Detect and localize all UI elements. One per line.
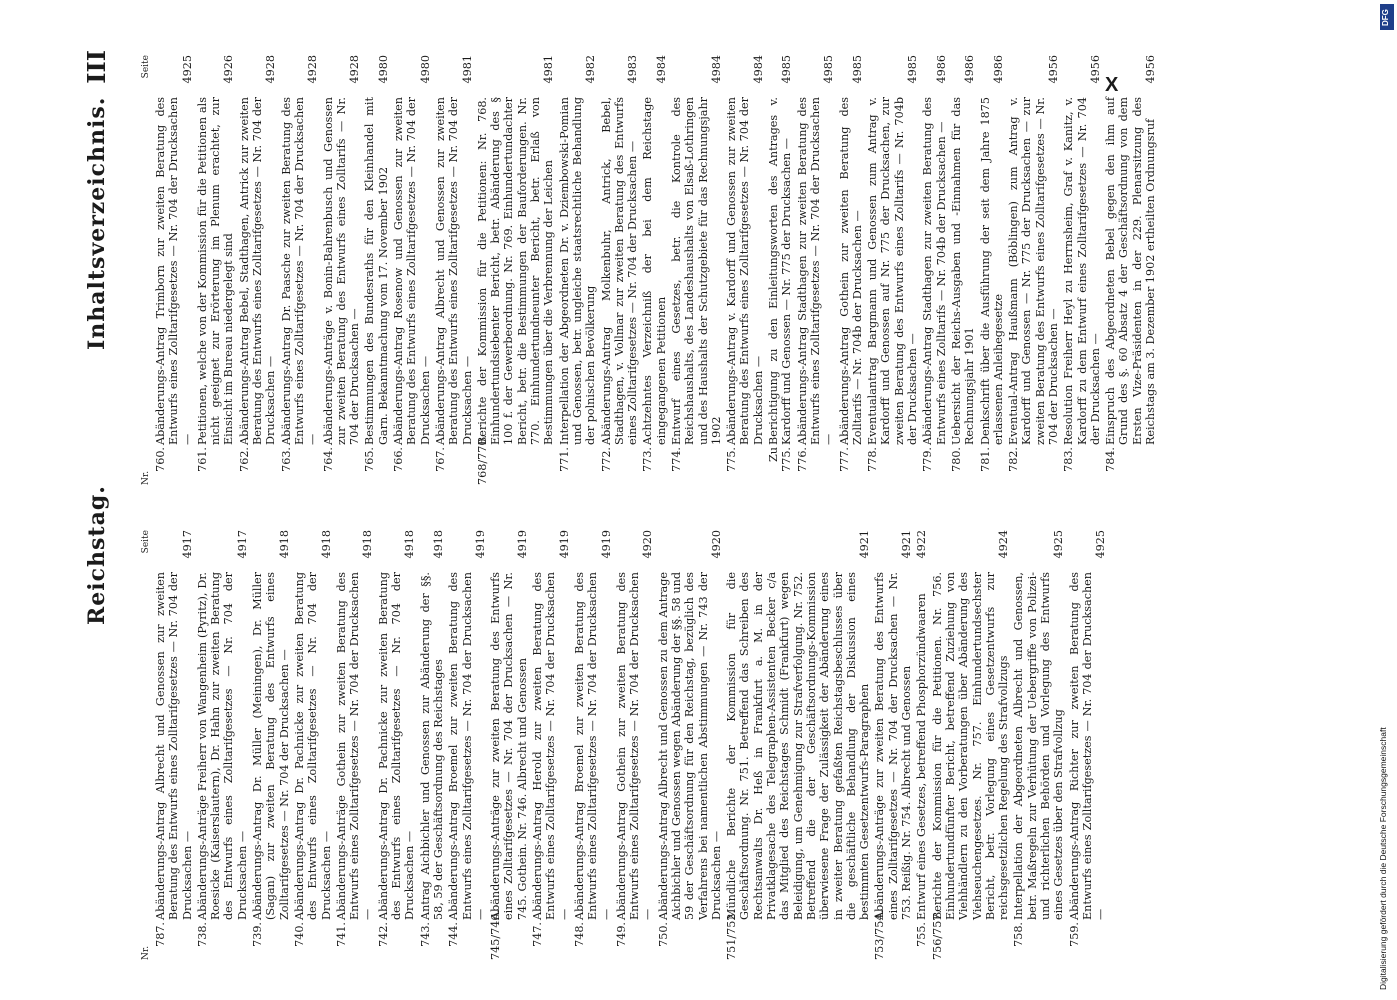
entry-number: 765. (363, 447, 377, 472)
entry-page: 4984 (751, 55, 765, 84)
entry-number: 766. (392, 447, 406, 472)
entry-number: 771. (557, 447, 571, 472)
entry-text: Abänderungs-Antrag Stadthagen zur zweiten Beratung des Entwurfs eines Zolltarifs — Nr. 704b der Drucksachen — (921, 97, 948, 445)
entry-page: 4956 (1088, 55, 1102, 84)
margin-x-mark: X (1105, 74, 1119, 96)
index-entry (322, 55, 362, 485)
index-entry (615, 530, 655, 960)
entry-number: 784. (1104, 447, 1118, 472)
entry-page: 4983 (626, 55, 640, 84)
entry-page: 4984 (654, 55, 668, 84)
entry-text: Abänderungs-Antrag Bebel, Stadthagen, Antrick zur zweiten Beratung des Entwurfs eines Zolltarifgesetzes — Nr. 704 der Drucksachen — (237, 97, 278, 445)
index-entry (447, 530, 487, 960)
entry-page: 4925 (1052, 530, 1066, 559)
entry-number: 763. (279, 447, 293, 472)
index-entry (600, 55, 640, 485)
index-entry (767, 55, 794, 485)
entry-page: 4982 (584, 55, 598, 84)
entry-number: 778. (866, 447, 880, 472)
header-center-title: Inhaltsverzeichnis. (84, 96, 110, 350)
entry-page: 4985 (780, 55, 794, 84)
left-column-head (140, 530, 154, 960)
index-entry (377, 530, 417, 960)
index-entry (796, 55, 836, 485)
index-entry (154, 530, 194, 960)
entry-page: 4919 (599, 530, 613, 559)
entry-number: 755. (915, 922, 929, 947)
entry-number: 773. (641, 447, 655, 472)
entry-number: 742. (376, 922, 390, 947)
entry-text: Berichte der Kommission für die Petitionen. Nr. 756. Einhundertundfünfter Bericht, betreffend Zuziehung von Viehhändlern zu den Vorberatungen über Abänderung des Viehseuchengesetzes. Nr. 757. Einhundertundsechster Bericht, betr. Vorlegung eines Gesetzentwurfs zur reichsgesetzlichen Regelung des Strafvollzugs (930, 572, 1011, 920)
index-entry (725, 55, 765, 485)
entry-text: Mündliche Berichte der Kommission für die Geschäftsordnung. Nr. 751. Betreffend das Schreiben des Rechtsanwalts Dr. Heß in Frankfurt a. M. in der Privatklagesache des Telegraphen-Assistenten Becker c/a das Mitglied des Reichstages Schmidt (Frankfurt) wegen Beleidigung, um Genehmigung zur Strafverfolgung. Nr. 752. Betreffend die der Geschäftsordnungs-Kommission überwiesene Frage der Zulässigkeit der Abänderung eines in zweiter Beratung gefaßten Reichstagsbeschlusses über die geschäftliche Behandlung der Diskussion eines bestimmten Gesetzentwurfs-Paragraphen (725, 572, 872, 920)
index-entry (725, 530, 871, 960)
entry-page: 4925 (1094, 530, 1108, 559)
index-entry (392, 55, 432, 485)
header-left-title: Reichstag. (84, 485, 110, 625)
index-entry (196, 55, 236, 485)
entry-text: Achtzehntes Verzeichniß der bei dem Reichstage eingegangenen Petitionen (641, 97, 668, 445)
entry-text: Entwurf eines Gesetzes, betreffend Phosphorzündwaaren (915, 593, 929, 920)
side-credit (1375, 10, 1395, 990)
entry-number: 758. (1012, 922, 1026, 947)
entry-number: 783. (1062, 447, 1076, 472)
entry-page: 4926 (222, 55, 236, 84)
entry-number: 759. (1067, 922, 1081, 947)
entry-page: 4918 (403, 530, 417, 559)
index-entry (558, 55, 598, 485)
entry-text: Interpellation der Abgeordneten Albrecht und Genossen, betr. Maßregeln zur Verhütung der Uebergriffe von Polizei- und richterlichen Behörden und Vorlegung des Entwurfs eines Gesetzes über den Strafvollzug (1012, 572, 1066, 920)
entry-number: 738. (195, 922, 209, 947)
page-roman-number: III (82, 50, 111, 84)
entry-page: 4985 (822, 55, 836, 84)
entry-number: 747. (531, 922, 545, 947)
entry-text: Abänderungs-Anträge v. Bonin-Bahrenbusch und Genossen zur zweiten Beratung des Entwurfs eines Zolltarifs — Nr. 704 der Drucksachen — (321, 97, 362, 445)
entry-page: 4919 (473, 530, 487, 559)
entry-page: 4985 (906, 55, 920, 84)
entry-text: Abänderungs-Antrag Rosenow und Genossen zur zweiten Beratung des Entwurfs eines Zolltarifgesetzes — Nr. 704 der Drucksachen — (392, 97, 432, 445)
entry-number: 787. (154, 922, 167, 947)
entry-number: 748. (572, 922, 586, 947)
index-entry (293, 530, 333, 960)
entry-text: Interpellation der Abgeordneten Dr. v. Dziembowski-Pomian und Genossen, betr. ungleiche staatsrechtliche Behandlung der polnischen Bevölkerung (557, 97, 598, 445)
entry-number: 760. (154, 447, 167, 472)
entry-number: 772. (599, 447, 613, 472)
entry-text: Abänderungs-Antrag Richter zur zweiten Beratung des Entwurfs eines Zolltarifgesetzes — Nr. 704 der Drucksachen — (1067, 572, 1108, 920)
entry-page: 4920 (641, 530, 655, 559)
entry-text: Petitionen, welche von der Kommission für die Petitionen als nicht geeignet zur Erörterung im Plenum erachtet, zur Einsicht im Bureau niedergelegt sind (195, 97, 236, 445)
entry-page: 4928 (306, 55, 320, 84)
entry-page: 4985 (850, 55, 864, 84)
entry-page: 4922 (915, 530, 929, 559)
entry-number: 750. (656, 922, 670, 947)
entry-text: Antrag Aichbichler und Genossen zur Abänderung der §§. 58, 59 der Geschäftsordnung des Reichstages (418, 572, 445, 920)
entry-page: 4956 (1047, 55, 1060, 84)
entry-number: 779. (921, 447, 935, 472)
right-column-head (140, 55, 154, 485)
index-entry (866, 55, 919, 485)
index-entry (335, 530, 375, 960)
index-entry (476, 55, 556, 485)
entry-number: 749. (614, 922, 628, 947)
index-entry (363, 55, 390, 485)
entry-page: 4984 (709, 55, 723, 84)
entry-number: 739. (251, 922, 265, 947)
entry-text: Denkschrift über die Ausführung der seit dem Jahre 1875 erlassenen Anleihegesetze (978, 97, 1005, 445)
entry-page: 4925 (180, 55, 194, 84)
index-entry (1062, 55, 1102, 485)
index-entry (979, 55, 1006, 485)
entry-text: Eventualantrag Bargmann und Genossen zum Antrag v. Kardorff und Genossen auf Nr. 775 der Drucksachen, zur zweiten Beratung des Entwurfs eines Zolltarifs — Nr. 704b der Drucksachen — (866, 97, 920, 445)
entry-number: Zu 775. (767, 447, 794, 472)
entry-page: 4918 (319, 530, 333, 559)
entry-number: 761. (195, 447, 209, 472)
index-entry (196, 530, 249, 960)
entry-number: 745/746. (489, 909, 503, 960)
entry-page: 4919 (515, 530, 529, 559)
entry-text: Abänderungs-Antrag Dr. Pachnicke zur zweiten Beratung des Entwurfs eines Zolltarifgesetzes — Nr. 704 der Drucksachen — (376, 572, 417, 920)
entry-page: 4981 (460, 55, 474, 84)
entry-text: Abänderungs-Antrag Gothein zur zweiten Beratung des Zolltarifs — Nr. 704b der Drucksachen — (837, 97, 864, 445)
entry-text: Resolution Freiherr Heyl zu Herrnsheim, Graf v. Kanitz, v. Kardorff zu dem Entwurf eines Zolltarifgesetzes — Nr. 704 der Drucksachen — (1062, 97, 1102, 445)
entry-page: 4918 (361, 530, 375, 559)
entry-page: 4980 (376, 55, 390, 84)
scan-area (80, 40, 1330, 960)
index-entry (641, 55, 668, 485)
entry-text: Abänderungs-Anträge Freiherr von Wangenheim (Pyritz), Dr. Roesicke (Kaiserslautern), Dr. Hahn zur zweiten Beratung des Entwurfs eines Zolltarifgesetzes — Nr. 704 der Drucksachen — (195, 572, 249, 920)
entry-number: 740. (292, 922, 306, 947)
entry-page: 4921 (900, 530, 914, 559)
entry-text: Abänderungs-Antrag v. Kardorff und Genossen zur zweiten Beratung des Entwurfs eines Zolltarifgesetzes — Nr. 704 der Drucksachen — (725, 97, 765, 445)
index-entry (489, 530, 529, 960)
index-entry (154, 55, 194, 485)
entry-number: 756/757. (930, 909, 944, 960)
index-entry (1068, 530, 1108, 960)
entry-text: Berichte der Kommission für die Petitionen: Nr. 768. Einhundertundsiebenter Bericht, betr. Abänderung des § 100 f. der Gewerbeordnung. Nr. 769. Einhundertundachter Bericht, betr. die Bestimmungen der Bauforderungen. Nr. 770. Einhundertundneunter Bericht, betr. Erlaß von Bestimmungen über die Verbrennung der Leichen (475, 97, 556, 445)
index-entry (670, 55, 723, 485)
nr-label: Nr. (141, 945, 151, 960)
index-entry (915, 530, 928, 960)
entry-text: Abänderungs-Antrag Trimborn zur zweiten Beratung des Entwurfs eines Zolltarifgesetzes — Nr. 704 der Drucksachen — (154, 97, 194, 445)
entry-number: 774. (669, 447, 683, 472)
entry-text: Abänderungs-Antrag Albrecht und Genossen zur zweiten Beratung des Entwurfs eines Zolltarifgesetzes — Nr. 704 der Drucksachen — (433, 97, 474, 445)
entry-text: Bestimmungen des Bundesraths für den Kleinhandel mit Garn. Bekanntmachung vom 17. November 1902 (363, 97, 390, 445)
entry-page: 4918 (431, 530, 445, 559)
index-entry (280, 55, 320, 485)
entry-page: 4980 (418, 55, 432, 84)
entry-page: 4924 (997, 530, 1011, 559)
index-entry (1104, 55, 1157, 485)
entry-page: 4986 (991, 55, 1005, 84)
index-entry (434, 55, 474, 485)
entry-text: Abänderungs-Antrag Dr. Pachnicke zur zweiten Beratung des Entwurfs eines Zolltarifgesetzes — Nr. 704 der Drucksachen — (292, 572, 333, 920)
entry-page: 4956 (1144, 55, 1158, 84)
index-entry (838, 55, 865, 485)
index-entry (238, 55, 278, 485)
entry-text: Eventual-Antrag Haußmann (Böblingen) zum Antrag v. Kardorff und Genossen — Nr. 775 der Drucksachen — zur zweiten Beratung des Entwurfs eines Zolltarifgesetzes — Nr. 704 der Drucksachen — (1007, 97, 1060, 445)
entry-text: Einspruch des Abgeordneten Bebel gegen den ihm auf Grund des §. 60 Absatz 4 der Geschäftsordnung von dem Ersten Vize-Präsidenten in der 229. Plenarsitzung des Reichstags am 3. Dezember 1902 ertheilten Ordnungsruf (1104, 97, 1158, 445)
page-header (80, 40, 130, 960)
entry-page: 4981 (542, 55, 556, 84)
entry-number: 762. (237, 447, 251, 472)
entry-number: 753/754. (873, 909, 887, 960)
index-entry (573, 530, 613, 960)
entry-text: Uebersicht der Reichs-Ausgaben und -Einnahmen für das Rechnungsjahr 1901 (949, 97, 977, 445)
entry-page: 4919 (557, 530, 571, 559)
index-entry (921, 55, 948, 485)
left-column (140, 530, 1310, 960)
entry-page: 4986 (934, 55, 948, 84)
entry-page: 4920 (709, 530, 723, 559)
entry-text: Berichtigung zu den Einleitungsworten des Antrages v. Kardorff und Genossen — Nr. 775 der Drucksachen — (767, 97, 794, 445)
entry-text: Abänderungs-Anträge zur zweiten Beratung des Entwurfs eines Zolltarifgesetzes — Nr. 704 der Drucksachen — Nr. 745. Gothein. Nr. 746. Albrecht und Genossen (489, 572, 529, 920)
index-entry (531, 530, 571, 960)
entry-number: 743. (418, 922, 432, 947)
index-entry (1012, 530, 1065, 960)
entry-text: Abänderungs-Antrag Stadthagen zur zweiten Beratung des Entwurfs eines Zolltarifgesetzes — Nr. 704 der Drucksachen — (795, 97, 836, 445)
entry-text: Abänderungs-Antrag Broemel zur zweiten Beratung des Entwurfs eines Zolltarifgesetzes — Nr. 704 der Drucksachen — (447, 572, 487, 920)
entry-number: 777. (837, 447, 851, 472)
entry-text: Abänderungs-Antrag Broemel zur zweiten Beratung des Entwurfs eines Zolltarifgesetzes — Nr. 704 der Drucksachen — (572, 572, 613, 920)
entry-number: 775. (725, 447, 739, 472)
index-entry (1007, 55, 1060, 485)
entry-text: Abänderungs-Antrag Molkenbuhr, Antrick, Bebel, Stadthagen, v. Vollmar zur zweiten Beratung des Entwurfs eines Zolltarifgesetzes — Nr. 704 der Drucksachen — (599, 97, 640, 445)
index-entry (950, 55, 977, 485)
entry-text: Abänderungs-Antrag Dr. Paasche zur zweiten Beratung des Entwurfs eines Zolltarifgesetzes — Nr. 704 der Drucksachen — (279, 97, 320, 445)
entry-page: 4921 (858, 530, 872, 559)
entry-number: 768/770. (475, 434, 489, 485)
entry-text: Abänderungs-Antrag Albrecht und Genossen zur zweiten Beratung des Entwurfs eines Zolltarifgesetzes — Nr. 704 der Drucksachen — (154, 572, 194, 920)
entry-number: 776. (795, 447, 809, 472)
entry-page: 4917 (235, 530, 249, 559)
entry-number: 744. (447, 922, 461, 947)
index-entry (419, 530, 446, 960)
entry-number: 751/752. (725, 909, 739, 960)
entry-text: Abänderungs-Antrag Herold zur zweiten Beratung des Entwurfs eines Zolltarifgesetzes — Nr. 704 der Drucksachen — (531, 572, 571, 920)
entry-text: Entwurf eines Gesetzes, betr. die Kontrole des Reichshaushalts, des Landeshaushalts von Elsaß-Lothringen und des Haushalts der Schutzgebiete für das Rechnungsjahr 1902 (669, 97, 723, 445)
entry-page: 4986 (963, 55, 977, 84)
entry-text: Abänderungs-Antrag Gothein zur zweiten Beratung des Entwurfs eines Zolltarifgesetzes — Nr. 704 der Drucksachen — (614, 572, 655, 920)
seite-label: Seite (141, 55, 151, 79)
entry-page: 4928 (348, 55, 362, 84)
entry-number: 781. (978, 447, 992, 472)
entry-page: 4918 (277, 530, 291, 559)
entry-number: 780. (949, 447, 963, 472)
entry-number: 741. (334, 922, 348, 947)
entry-text: Abänderungs-Anträge zur zweiten Beratung des Entwurfs eines Zolltarifgesetzes — Nr. 704 der Drucksachen — Nr. 753. Reißig. Nr. 754. Albrecht und Genossen (873, 572, 914, 920)
entry-number: 767. (433, 447, 447, 472)
right-column (140, 55, 1310, 485)
index-entry (931, 530, 1011, 960)
index-entry (657, 530, 723, 960)
entry-text: Abänderungs-Antrag Dr. Müller (Meiningen), Dr. Müller (Sagan) zur zweiten Beratung des Entwurfs eines Zolltarifgesetzes — Nr. 704 der Drucksachen — (251, 572, 291, 920)
index-entry (251, 530, 291, 960)
entry-number: 782. (1007, 447, 1021, 472)
entry-text: Abänderungs-Antrag Albrecht und Genossen zu dem Antrage Aichbichler und Genossen wegen Abänderung der §§. 58 und 59 der Geschäftsordnung für den Reichstag, bezüglich des Verfahrens bei namentlichen Abstimmungen — Nr. 743 der Drucksachen — (656, 572, 723, 920)
digitization-note: Digitalisierung gefördert durch die Deutsche Forschungsgemeinschaft (1378, 727, 1388, 990)
dfg-logo-text: DFG (1381, 9, 1390, 26)
nr-label: Nr. (141, 470, 151, 485)
entry-text: Abänderungs-Anträge Gothein zur zweiten Beratung des Entwurfs eines Zolltarifgesetzes — Nr. 704 der Drucksachen — (334, 572, 375, 920)
entry-page: 4928 (264, 55, 278, 84)
seite-label: Seite (141, 530, 151, 554)
entry-number: 764. (321, 447, 335, 472)
entry-page: 4917 (180, 530, 194, 559)
index-entry (873, 530, 913, 960)
